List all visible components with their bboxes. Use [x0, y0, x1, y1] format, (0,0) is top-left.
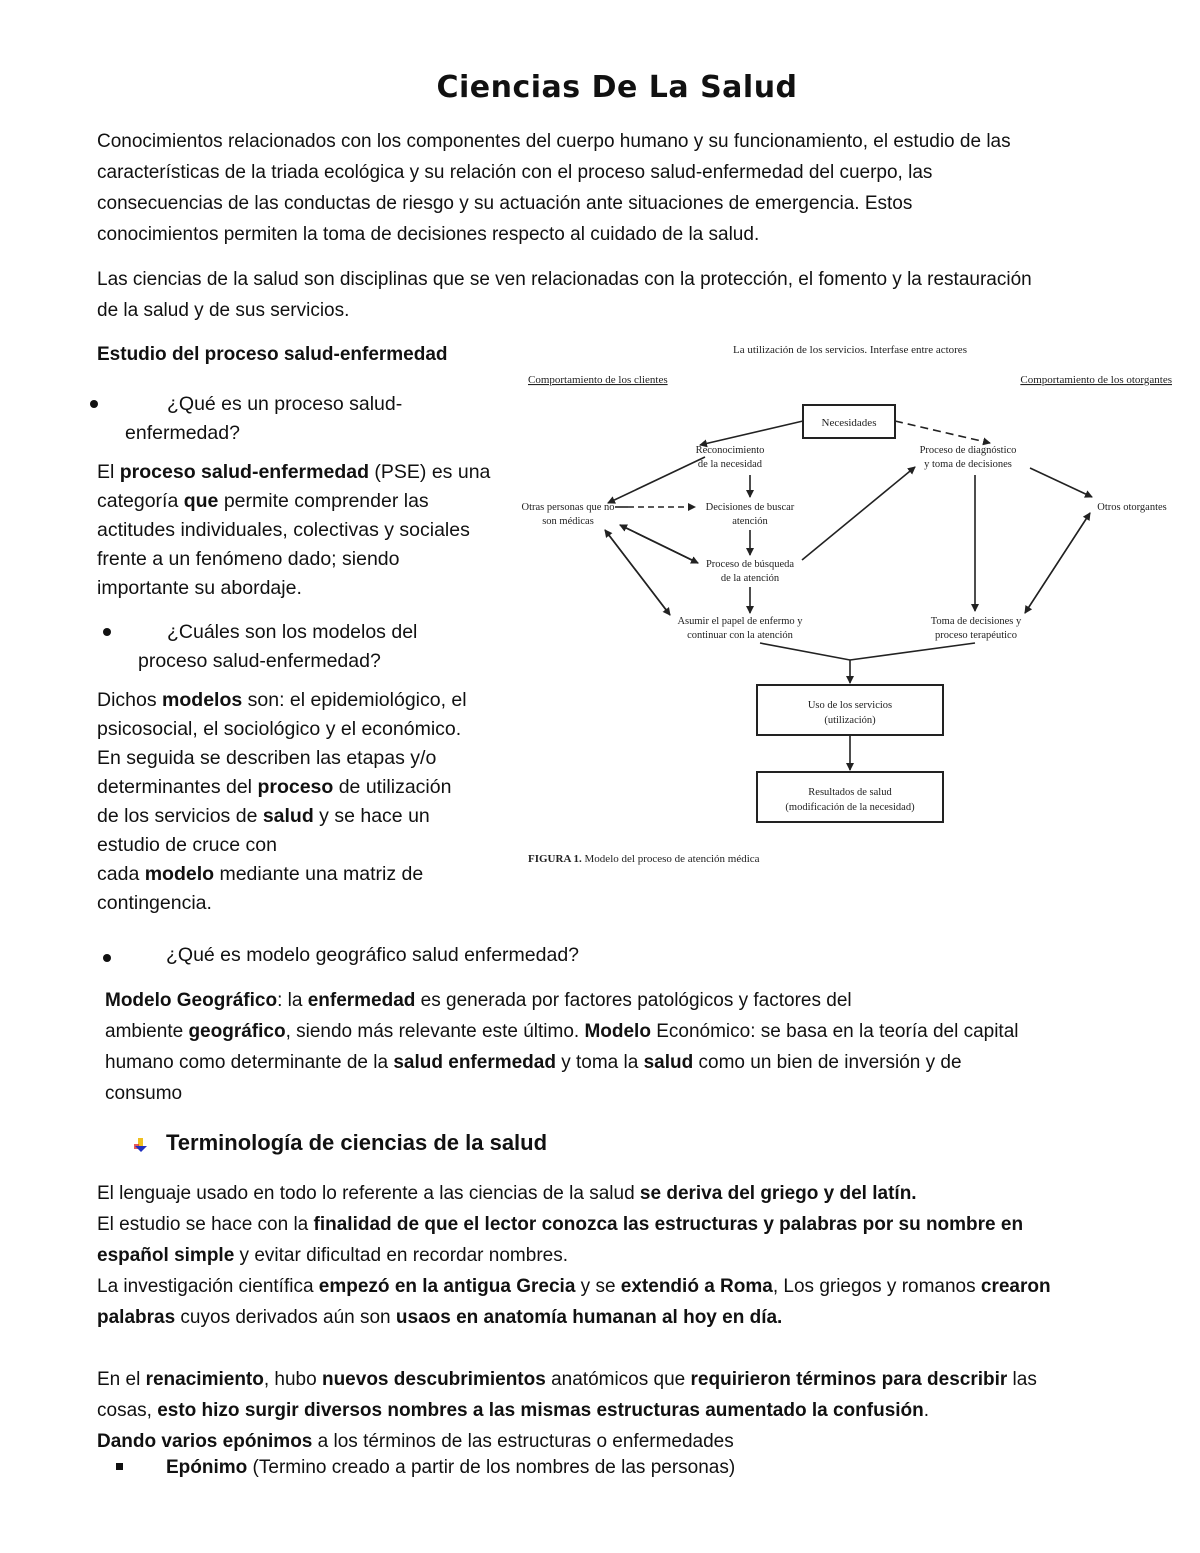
definition-line: de la salud y de sus servicios.: [97, 300, 350, 321]
section-heading-study: Estudio del proceso salud-enfermedad: [97, 344, 448, 365]
geographic-model-paragraph: Modelo Geográfico: la enfermedad es generada por factores patológicos y factores del ambiente geográfico, siendo más relevante este último. Modelo Económico: se basa en la teoría del capital humano como determinante de la salud enfermedad y toma la salud como un bien de inversión y de consumo: [105, 990, 1019, 1104]
intro-paragraph: [97, 126, 1157, 250]
definition-paragraph: [97, 264, 1167, 326]
figure-header: La utilización de los servicios. Interfase entre actores: [733, 344, 967, 356]
terminology-paragraph-1: El lenguaje usado en todo lo referente a las ciencias de la salud se deriva del griego y del latín. El estudio se hace con la finalidad de que el lector conozca las estructuras y palabras por su nombre en español simple y evitar dificultad en recordar nombres. La investigación científica empezó en la antigua Grecia y se extendió a Roma, Los griegos y romanos crearon palabras cuyos derivados aún son usaos en anatomía humanan al hoy en día.: [97, 1183, 1051, 1328]
svg-text:Proceso de diagnóstico: Proceso de diagnóstico: [919, 445, 1017, 456]
section-heading-terminology: Terminología de ciencias de la salud: [166, 1130, 548, 1155]
svg-text:Uso de los servicios: Uso de los servicios: [807, 700, 893, 711]
arrow-down-bullet-icon: [132, 1136, 150, 1154]
svg-text:proceso terapéutico: proceso terapéutico: [935, 630, 1017, 641]
question-1-line: enfermedad?: [125, 422, 240, 444]
svg-text:son médicas: son médicas: [542, 516, 594, 527]
question-3: ¿Qué es modelo geográfico salud enfermedad?: [166, 944, 580, 966]
svg-text:de la atención: de la atención: [720, 573, 780, 584]
intro-line: características de la triada ecológica y su relación con el proceso salud-enfermedad del cuerpo, las: [97, 162, 933, 183]
question-1-line: ¿Qué es un proceso salud-: [167, 393, 403, 415]
process-diagram: [520, 335, 1180, 875]
svg-text:Proceso de búsqueda: Proceso de búsqueda: [705, 559, 795, 570]
question-1: [125, 390, 525, 448]
svg-text:Reconocimiento: Reconocimiento: [695, 445, 765, 456]
svg-text:(modificación de la necesidad): (modificación de la necesidad): [785, 802, 915, 813]
svg-text:continuar con la atención: continuar con la atención: [687, 630, 793, 641]
intro-line: Conocimientos relacionados con los componentes del cuerpo humano y su funcionamiento, el estudio de las: [97, 131, 1011, 152]
question-2: [138, 618, 518, 676]
figure-left-label: Comportamiento de los clientes: [528, 374, 668, 386]
eponym-item: Epónimo (Termino creado a partir de los nombres de las personas): [166, 1457, 736, 1478]
definition-line: Las ciencias de la salud son disciplinas que se ven relacionadas con la protección, el fomento y la restauración: [97, 269, 1032, 290]
svg-text:Toma de decisiones y: Toma de decisiones y: [930, 616, 1022, 627]
svg-text:y toma de decisiones: y toma de decisiones: [924, 459, 1012, 470]
figure-right-label: Comportamiento de los otorgantes: [1020, 374, 1172, 386]
answer-1: El proceso salud-enfermedad (PSE) es una categoría que permite comprender las actitudes individuales, colectivas y sociales frente a un fenómeno dado; siendo importante su abordaje.: [97, 461, 491, 599]
svg-text:Necesidades: Necesidades: [821, 417, 877, 429]
bullet-icon: [90, 400, 98, 408]
bullet-icon: [103, 954, 111, 962]
svg-text:(utilización): (utilización): [824, 715, 876, 726]
svg-text:Decisiones de buscar: Decisiones de buscar: [705, 502, 795, 513]
svg-text:atención: atención: [732, 516, 768, 527]
question-2-line: proceso salud-enfermedad?: [138, 650, 381, 672]
svg-text:Otras personas que no: Otras personas que no: [521, 502, 615, 513]
svg-text:Asumir el papel de enfermo y: Asumir el papel de enfermo y: [677, 616, 803, 627]
svg-text:Resultados de salud: Resultados de salud: [808, 787, 892, 798]
intro-line: consecuencias de las conductas de riesgo y su actuación ante situaciones de emergencia. Estos: [97, 193, 913, 214]
svg-text:Otros otorgantes: Otros otorgantes: [1097, 502, 1167, 513]
answer-2: Dichos modelos son: el epidemiológico, el psicosocial, el sociológico y el económico. En seguida se describen las etapas y/o determinantes del proceso de utilización de los servicios de salud y se hace un estudio de cruce con cada modelo mediante una matriz de contingencia.: [97, 689, 467, 914]
bullet-icon: [103, 628, 111, 636]
page-title: Ciencias De La Salud: [436, 70, 798, 105]
terminology-paragraph-2: En el renacimiento, hubo nuevos descubrimientos anatómicos que requirieron términos para describir las cosas, esto hizo surgir diversos nombres a las mismas estructuras aumentado la confusión. Dando varios epónimos a los términos de las estructuras o enfermedades: [97, 1369, 1037, 1452]
intro-line: conocimientos permiten la toma de decisiones respecto al cuidado de la salud.: [97, 224, 760, 245]
svg-text:de la necesidad: de la necesidad: [697, 459, 763, 470]
question-2-line: ¿Cuáles son los modelos del: [167, 621, 418, 643]
square-bullet-icon: [116, 1463, 123, 1470]
figure-caption: FIGURA 1. Modelo del proceso de atención médica: [528, 853, 760, 865]
